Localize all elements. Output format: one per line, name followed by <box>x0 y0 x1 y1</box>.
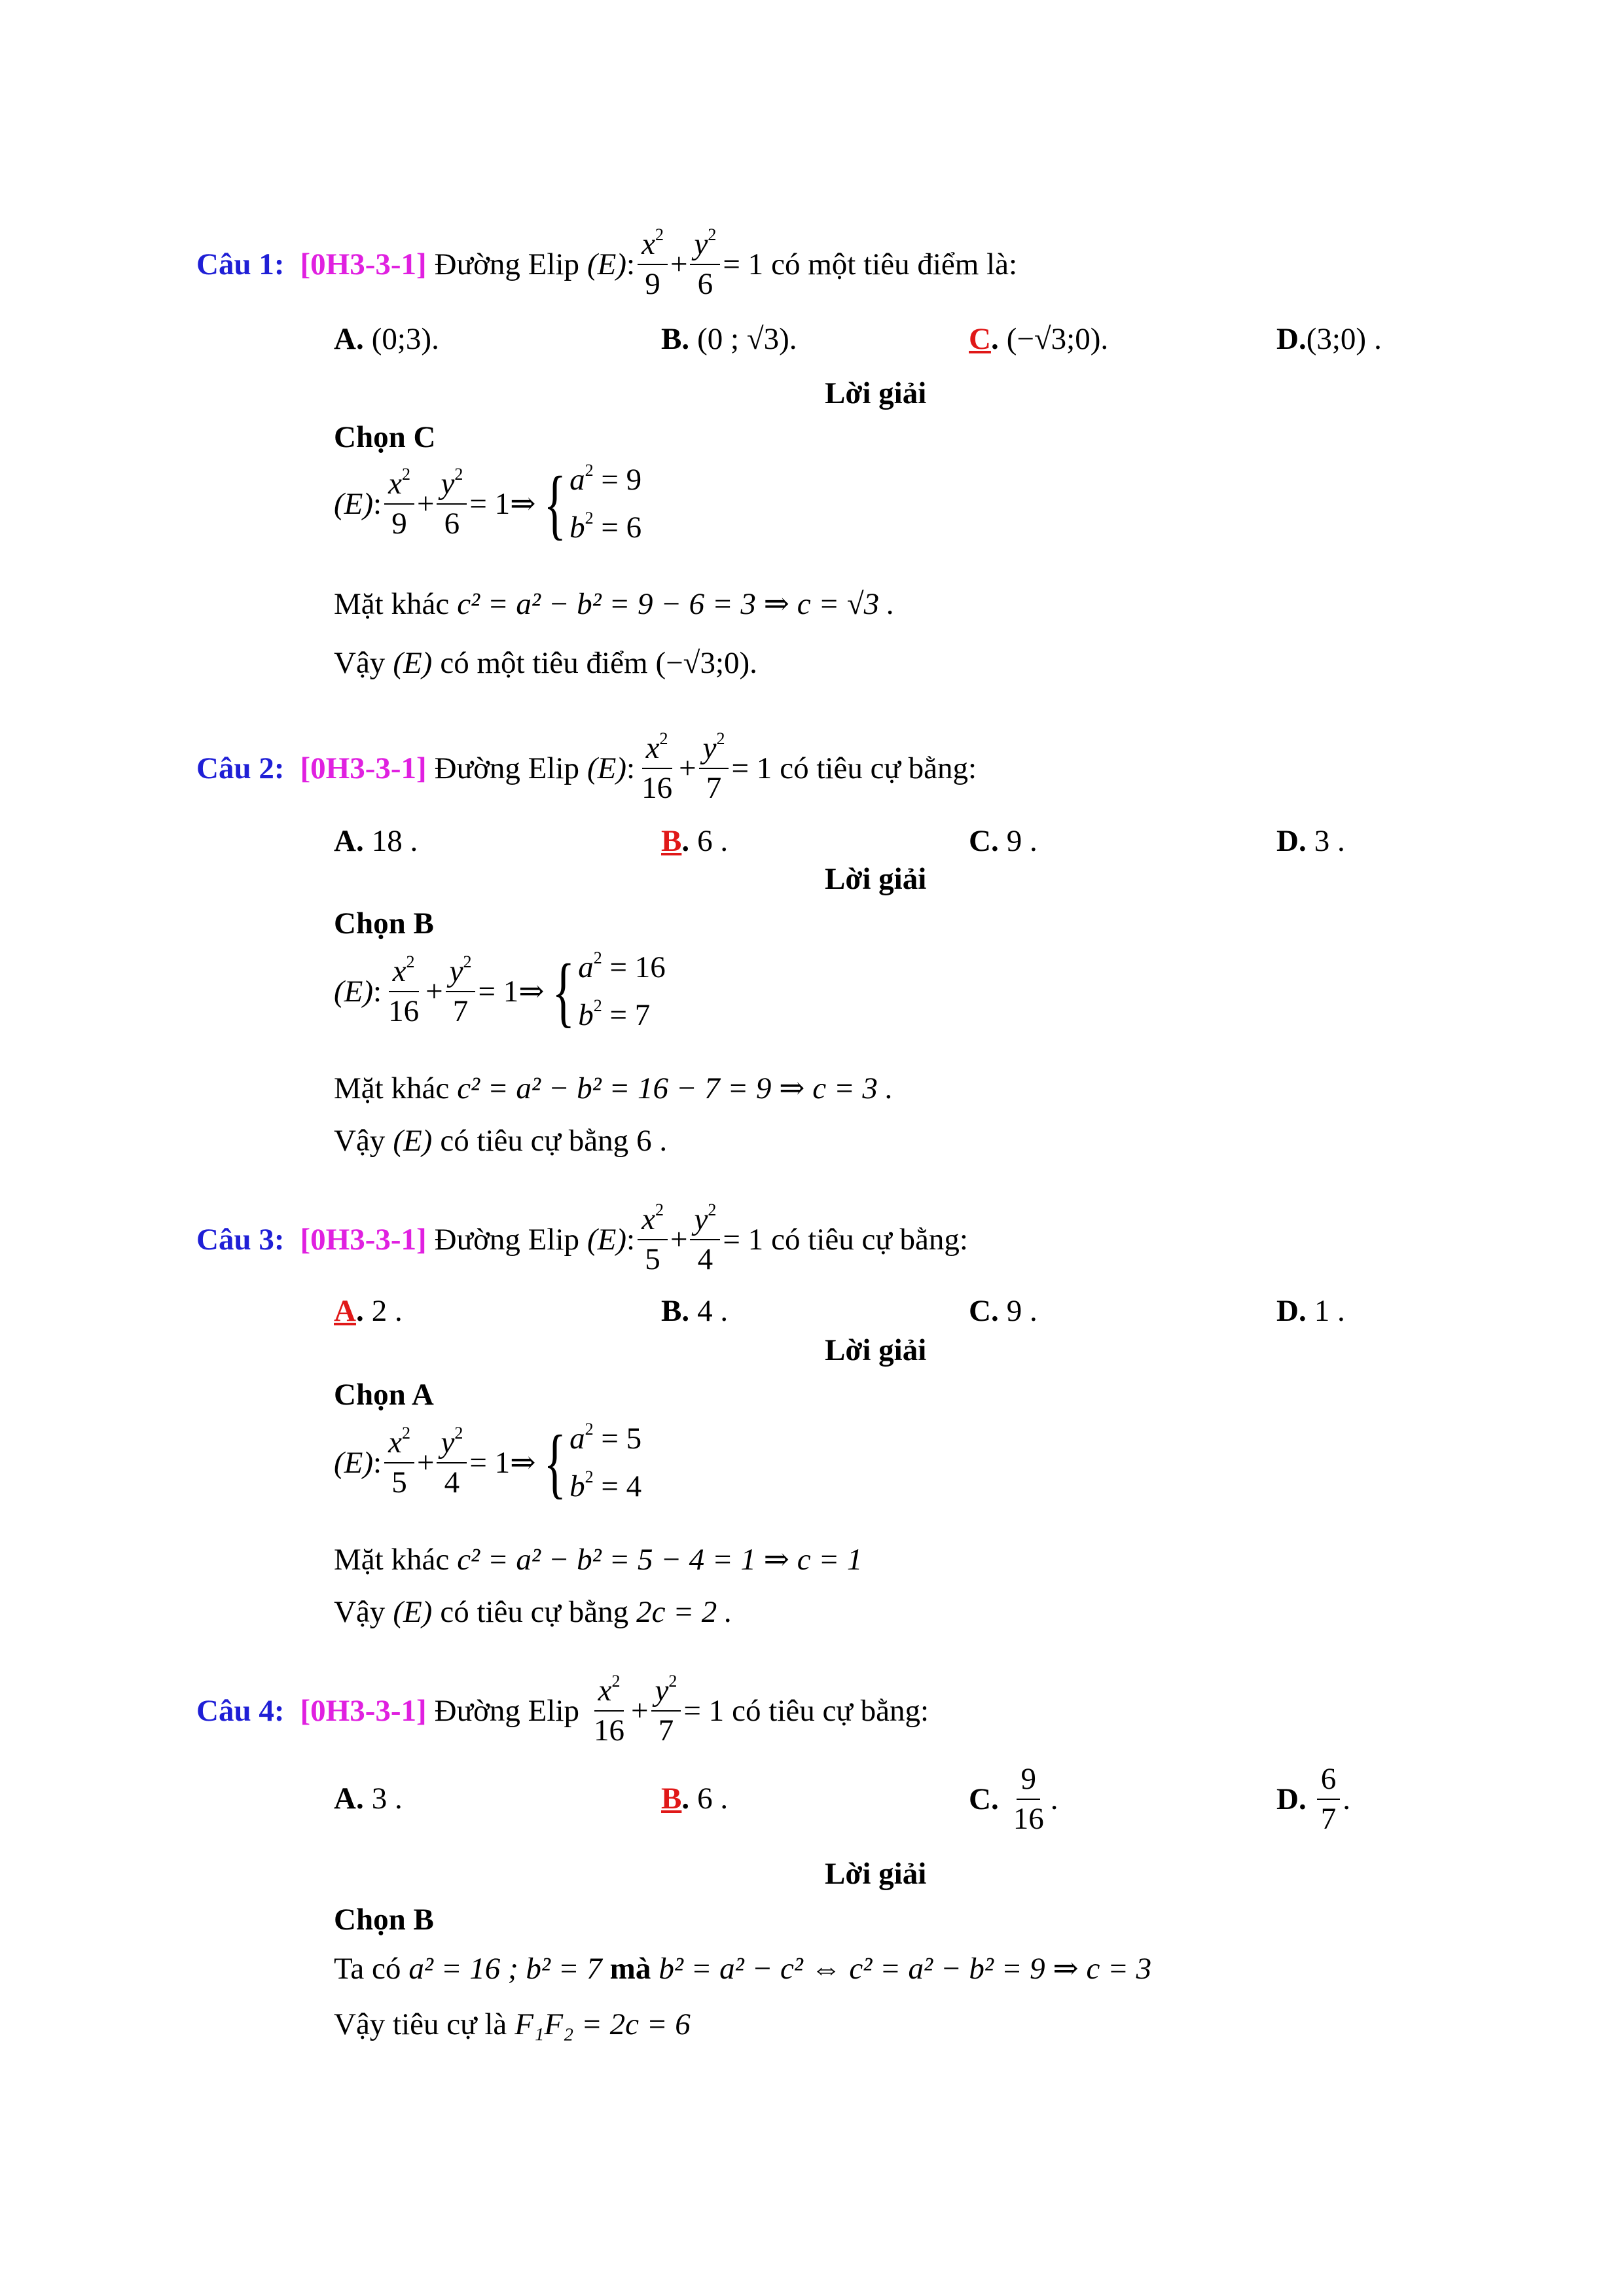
option-b[interactable]: B . 6 . <box>661 824 729 858</box>
solution-line-4: Vậy (E) có tiêu cự bằng 2c = 2 . <box>334 1595 732 1629</box>
solution-system-1: (E) : $\frac{x^2}{9}$ + $\frac{y^2}{6}$ = 1 ⇒ { $a^2 = 9$ $b^2 = 6$ <box>334 460 642 547</box>
question-1-options: A. (0;3) . <box>334 322 439 356</box>
ellipse-name: (E) <box>587 247 627 281</box>
question-4-stem: Câu 4: [0H3-3-1] Đường Elip $\frac{x^2}{16}$ + $\frac{y^2}{7}$ = 1 có tiêu cự bằng: <box>196 1672 929 1748</box>
option-c[interactable]: C . (−√3;0) . <box>969 322 1109 356</box>
question-tag: [0H3-3-1] <box>300 247 427 281</box>
option-b-value: (0 ; √3) <box>697 322 789 356</box>
question-label: Câu 2: <box>196 751 285 785</box>
chosen-answer: Chọn B <box>334 906 434 941</box>
option-d-label[interactable]: D. <box>1276 322 1307 356</box>
question-label: Câu 3: <box>196 1222 285 1257</box>
question-label: Câu 1: <box>196 247 285 281</box>
question-text: Đường Elip <box>434 247 580 281</box>
option-a-label-correct: A <box>334 1294 356 1328</box>
option-b-label[interactable]: B. <box>661 322 690 356</box>
solution-system-2: (E) : $\frac{x^2}{16}$ + $\frac{y^2}{7}$ = 1 ⇒ { $a^2 = 16$ $b^2 = 7$ <box>334 948 666 1035</box>
chosen-answer: Chọn B <box>334 1903 434 1937</box>
option-b-label-correct: B <box>661 824 682 858</box>
solution-title: Lời giải <box>825 1857 927 1891</box>
solution-line-4: Vậy (E) có một tiêu điểm (−√3;0). <box>334 646 757 680</box>
solution-line-3: Mặt khác c² = a² − b² = 5 − 4 = 1 ⇒ c = 1 <box>334 1543 863 1577</box>
solution-title: Lời giải <box>825 1333 927 1367</box>
solution-line-4: Vậy (E) có tiêu cự bằng 6 . <box>334 1124 668 1158</box>
option-a-label[interactable]: A. <box>334 322 364 356</box>
question-2-stem: Câu 2: [0H3-3-1] Đường Elip (E) : $\frac{x^2}{16}$ + $\frac{y^2}{7}$ = 1 có tiêu cự bằng: <box>196 729 977 805</box>
option-a[interactable]: A. 18 . <box>334 824 418 858</box>
option-a-value: (0;3) <box>371 322 432 356</box>
fraction-x: $\frac{x^2}{9}$ <box>638 229 668 300</box>
question-tag: [0H3-3-1] <box>300 751 427 785</box>
solution-system-3: (E) : $\frac{x^2}{5}$ + $\frac{y^2}{4}$ = 1 ⇒ { $a^2 = 5$ $b^2 = 4$ <box>334 1419 642 1506</box>
question-1-stem: Câu 1: [0H3-3-1] Đường Elip (E) : $\frac{x^2}{9}$ + $\frac{y^2}{6}$ = 1 có một tiêu điểm là: <box>196 225 1018 301</box>
solution-title: Lời giải <box>825 376 927 410</box>
question-text-end: có một tiêu điểm là: <box>771 247 1018 281</box>
option-c-label-correct[interactable]: C <box>969 322 991 356</box>
question-3-stem: Câu 3: [0H3-3-1] Đường Elip (E) : $\frac{x^2}{5}$ + $\frac{y^2}{4}$ = 1 có tiêu cự bằng: <box>196 1200 968 1276</box>
option-d[interactable]: D. $\frac{6}{7}$ . <box>1276 1762 1350 1836</box>
option-a[interactable]: A. 3 . <box>334 1782 403 1816</box>
option-a[interactable]: A . 2 . <box>334 1294 403 1328</box>
question-tag: [0H3-3-1] <box>300 1693 427 1728</box>
question-label: Câu 4: <box>196 1693 285 1728</box>
solution-title: Lời giải <box>825 862 927 896</box>
option-c[interactable]: C. 9 . <box>969 1294 1038 1328</box>
option-c[interactable]: C. 9 . <box>969 824 1038 858</box>
option-c-value: (−√3;0) <box>1006 322 1101 356</box>
option-d[interactable]: D. 1 . <box>1276 1294 1345 1328</box>
option-d[interactable]: D. 3 . <box>1276 824 1345 858</box>
solution-line-3: Ta có a² = 16 ; b² = 7 mà b² = a² − c² ⇔ c² = a² − b² = 9 ⇒ c = 3 <box>334 1952 1152 1986</box>
solution-line-3: Mặt khác c² = a² − b² = 9 − 6 = 3 ⇒ c = √3 . <box>334 587 895 621</box>
chosen-answer: Chọn C <box>334 420 436 454</box>
option-d-value: (3;0) <box>1306 322 1367 356</box>
option-d[interactable]: D. (3;0) . <box>1276 322 1382 356</box>
option-b[interactable]: B. 4 . <box>661 1294 729 1328</box>
option-b[interactable]: B. (0 ; √3) . <box>661 322 797 356</box>
chosen-answer: Chọn A <box>334 1378 434 1412</box>
fraction-y: $\frac{y^2}{6}$ <box>690 229 720 300</box>
question-tag: [0H3-3-1] <box>300 1222 427 1257</box>
option-b-label-correct: B <box>661 1782 682 1816</box>
option-b[interactable]: B . 6 . <box>661 1782 729 1816</box>
solution-line-3: Mặt khác c² = a² − b² = 16 − 7 = 9 ⇒ c = 3 . <box>334 1071 893 1105</box>
option-c[interactable]: C. $\frac{9}{16}$ . <box>969 1762 1058 1836</box>
solution-line-4: Vậy tiêu cự là F₁F₂ = 2c = 6 <box>334 2007 691 2041</box>
